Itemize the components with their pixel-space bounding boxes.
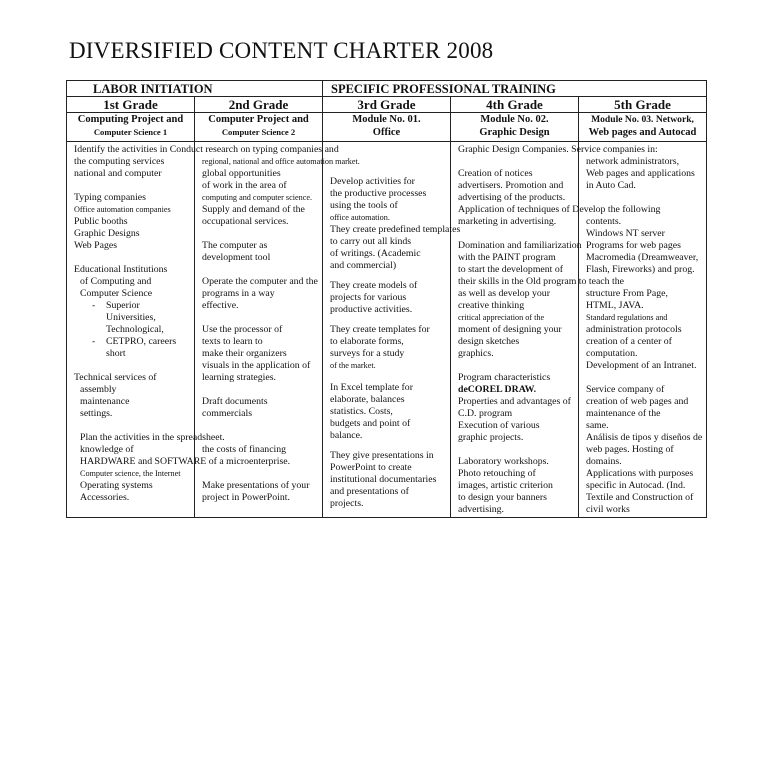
grade-3-text-line: office automation. <box>330 213 390 222</box>
grade-1-text-line: Universities, <box>106 312 156 323</box>
grade-5-text-line: same. <box>586 420 609 431</box>
grade-5-text-line: contents. <box>586 216 622 227</box>
grade-1-text-line: assembly <box>80 384 117 395</box>
grade-4-text-line: advertising of the products. <box>458 192 566 203</box>
grade-2-text-line: commercials <box>202 408 253 419</box>
module-2-line2: Computer Science 2 <box>221 127 296 137</box>
grade-4-text-line: their skills in the Old program to teach the <box>458 276 624 287</box>
grade-3-text-line: They create templates for <box>330 324 430 335</box>
grade-5-text-line: creation of a center of <box>586 336 672 347</box>
grade-5-text-line: specific in Autocad. (Ind. <box>586 480 686 491</box>
grade-4-text-line: Application of techniques of Develop the following <box>458 204 661 215</box>
grade-5-text-line: domains. <box>586 456 622 467</box>
grade-3-text-line: productive activities. <box>330 304 413 315</box>
grade-2-text-line: Supply and demand of the <box>202 204 305 215</box>
grade-5-text-line: Standard regulations and <box>586 313 668 322</box>
grade-2-text-line: project in PowerPoint. <box>202 492 290 503</box>
grade-4-text-line: Photo retouching of <box>458 468 536 479</box>
grade-1-text-line: Superior <box>106 300 140 311</box>
grade-5-text-line: civil works <box>586 504 630 515</box>
grade-5-text-line: in Auto Cad. <box>586 180 636 191</box>
grade-1-text-line: HARDWARE and SOFTWARE of a microenterprise. <box>80 456 291 467</box>
grade-5-text-line: Análisis de tipos y diseños de <box>586 432 703 443</box>
module-4-line2: Graphic Design <box>479 127 550 138</box>
grade-4-text-line: marketing in advertising. <box>458 216 557 227</box>
grade-2-text-line: occupational services. <box>202 216 289 227</box>
grade-3-content <box>323 142 461 518</box>
grade-1-text-line: - <box>92 336 96 347</box>
grade-2-text-line: computing and computer science. <box>202 193 313 202</box>
grade-2-text-line: programs in a way <box>202 288 275 299</box>
grade-5-header: 5th Grade <box>579 97 707 113</box>
grade-4-text-line: advertising. <box>458 504 504 515</box>
grade-3-text-line: They give presentations in <box>330 450 434 461</box>
grade-3-text-line: to carry out all kinds <box>330 236 412 247</box>
grade-1-text-line: Office automation companies <box>74 205 171 214</box>
grade-5-text-line: creation of web pages and <box>586 396 689 407</box>
section-labor-initiation: LABOR INITIATION <box>67 81 323 97</box>
grade-1-text-line: short <box>106 348 126 359</box>
grade-1-text-line: Public booths <box>74 216 128 227</box>
grade-1-text-line: Identify the activities in Conduct research on typing companies and <box>74 144 339 155</box>
grade-1-text-line: Graphic Designs <box>74 228 140 239</box>
module-3-line1: Module No. 01. <box>352 114 421 125</box>
grade-5-text-line: Applications with purposes <box>586 468 694 479</box>
module-1-line2: Computer Science 1 <box>93 127 168 137</box>
grade-4-text-line: C.D. program <box>458 408 513 419</box>
page-title: DIVERSIFIED CONTENT CHARTER 2008 <box>69 38 494 63</box>
grade-3-text-line: surveys for a study <box>330 348 405 359</box>
grade-4-text-line: to design your banners <box>458 492 547 503</box>
grade-3-text-line: the productive processes <box>330 188 427 199</box>
grade-3-text-line: of the market. <box>330 361 376 370</box>
grade-5-text-line: HTML, JAVA. <box>586 300 644 311</box>
grade-3-text-line: In Excel template for <box>330 382 413 393</box>
grade-4-text-line: with the PAINT program <box>458 252 556 263</box>
grade-4-text-line: Creation of notices <box>458 168 533 179</box>
module-4-header <box>451 113 579 142</box>
grade-4-text-line: Properties and advantages of <box>458 396 571 407</box>
module-header-row <box>67 113 707 142</box>
grade-1-text-line: Technological, <box>106 324 164 335</box>
grade-2-text-line: texts to learn to <box>202 336 263 347</box>
grade-1-text-line: maintenance <box>80 396 130 407</box>
grade-1-text-line: national and computer <box>74 168 162 179</box>
grade-2-header: 2nd Grade <box>195 97 323 113</box>
grade-3-text-line: projects. <box>330 498 364 509</box>
grade-3-text-line: and presentations of <box>330 486 409 497</box>
grade-2-text-line: visuals in the application of <box>202 360 311 371</box>
grade-2-text-line: Make presentations of your <box>202 480 310 491</box>
grade-4-text-line: Execution of various <box>458 420 540 431</box>
grade-1-text-line: the computing services <box>74 156 165 167</box>
grade-4-text-line: design sketches <box>458 336 520 347</box>
grade-2-text-line: Use the processor of <box>202 324 283 335</box>
grade-3-text-line: statistics. Costs, <box>330 406 393 417</box>
grade-5-text-line: Flash, Fireworks) and prog. <box>586 264 695 275</box>
grade-2-text-line: learning strategies. <box>202 372 276 383</box>
grade-1-text-line: knowledge of <box>80 444 134 455</box>
grade-3-header: 3rd Grade <box>323 97 451 113</box>
grade-4-text-line: to start the development of <box>458 264 564 275</box>
grade-1-header: 1st Grade <box>67 97 195 113</box>
grade-3-text-line: institutional documentaries <box>330 474 437 485</box>
grade-5-text-line: Web pages and applications <box>586 168 695 179</box>
grade-1-text-line: of Computing and <box>80 276 152 287</box>
grade-4-text-line: graphic projects. <box>458 432 524 443</box>
grade-4-header: 4th Grade <box>451 97 579 113</box>
grade-1-text-line: settings. <box>80 408 113 419</box>
grade-3-text-line: They create models of <box>330 280 418 291</box>
grade-2-text-line: the costs of financing <box>202 444 287 455</box>
grade-header-row <box>67 97 707 113</box>
grade-5-text-line: structure From Page, <box>586 288 668 299</box>
grade-4-text-line: images, artistic criterion <box>458 480 553 491</box>
grade-1-text-line: Operating systems <box>80 480 153 491</box>
grade-5-text-line: web pages. Hosting of <box>586 444 674 455</box>
grade-3-text-line: They create predefined templates <box>330 224 461 235</box>
grade-1-text-line: - <box>92 300 96 311</box>
module-5-line1: Module No. 03. Network, <box>591 114 694 125</box>
grade-3-text-line: projects for various <box>330 292 407 303</box>
grade-4-text-line: moment of designing your <box>458 324 562 335</box>
grade-5-text-line: network administrators, <box>586 156 680 167</box>
section-header-row <box>67 81 707 97</box>
content-row <box>67 142 707 518</box>
grade-2-text-line: Draft documents <box>202 396 268 407</box>
grade-2-text-line: global opportunities <box>202 168 281 179</box>
grade-4-text-line: graphics. <box>458 348 494 359</box>
grade-5-text-line: Programs for web pages <box>586 240 681 251</box>
grade-5-text-line: maintenance of the <box>586 408 661 419</box>
grade-3-text-line: using the tools of <box>330 200 398 211</box>
grade-3-text-line: Develop activities for <box>330 176 415 187</box>
grade-5-text-line: Service company of <box>586 384 665 395</box>
grade-2-text-line: regional, national and office automation market. <box>202 157 360 166</box>
grade-4-text-line: Graphic Design Companies. Service companies in: <box>458 144 658 155</box>
grade-2-text-line: development tool <box>202 252 271 263</box>
grade-5-text-line: Textile and Construction of <box>586 492 694 503</box>
grade-1-text-line: Plan the activities in the spreadsheet. <box>80 432 225 443</box>
grade-3-text-line: to elaborate forms, <box>330 336 404 347</box>
grade-4-text-line: as well as develop your <box>458 288 550 299</box>
grade-5-text-line: computation. <box>586 348 638 359</box>
grade-2-text-line: of work in the area of <box>202 180 287 191</box>
grade-2-text-line: effective. <box>202 300 239 311</box>
grade-3-text-line: of writings. (Academic <box>330 248 421 259</box>
grade-4-text-line: Laboratory workshops. <box>458 456 549 467</box>
section-professional-training: SPECIFIC PROFESSIONAL TRAINING <box>323 81 707 97</box>
grade-4-text-line: Program characteristics <box>458 372 551 383</box>
module-1-header <box>67 113 195 142</box>
grade-1-text-line: Web Pages <box>74 240 118 251</box>
module-5-header <box>579 113 707 142</box>
grade-1-text-line: Computer science, the Internet <box>80 469 181 478</box>
grade-3-text-line: balance. <box>330 430 363 441</box>
grade-4-text-line: deCOREL DRAW. <box>458 384 537 395</box>
grade-1-text-line: Computer Science <box>80 288 153 299</box>
grade-5-content <box>579 142 707 518</box>
module-5-line2: Web pages and Autocad <box>588 127 697 138</box>
grade-4-text-line: critical appreciation of the <box>458 313 545 322</box>
grade-5-text-line: administration protocols <box>586 324 682 335</box>
module-2-line1: Computer Project and <box>208 114 309 125</box>
grade-5-text-line: Macromedia (Dreamweaver, <box>586 252 699 263</box>
grade-4-text-line: advertisers. Promotion and <box>458 180 564 191</box>
grade-1-text-line: Technical services of <box>74 372 157 383</box>
module-3-line2: Office <box>372 127 401 138</box>
grade-2-text-line: The computer as <box>202 240 268 251</box>
grade-4-text-line: Domination and familiarization <box>458 240 582 251</box>
module-4-line1: Module No. 02. <box>480 114 549 125</box>
module-3-header <box>323 113 451 142</box>
grade-5-text-line: Development of an Intranet. <box>586 360 697 371</box>
module-2-header <box>195 113 323 142</box>
grade-3-text-line: elaborate, balances <box>330 394 405 405</box>
grade-3-text-line: budgets and point of <box>330 418 411 429</box>
grade-1-text-line: CETPRO, careers <box>106 336 177 347</box>
grade-2-text-line: Operate the computer and the <box>202 276 318 287</box>
grade-5-text-line: Windows NT server <box>586 228 665 239</box>
charter-table <box>66 80 707 518</box>
grade-1-text-line: Educational Institutions <box>74 264 168 275</box>
module-1-line1: Computing Project and <box>77 114 184 125</box>
grade-4-text-line: creative thinking <box>458 300 525 311</box>
grade-3-text-line: and commercial) <box>330 260 397 271</box>
grade-3-text-line: PowerPoint to create <box>330 462 412 473</box>
grade-1-text-line: Accessories. <box>80 492 130 503</box>
grade-2-text-line: make their organizers <box>202 348 287 359</box>
grade-1-text-line: Typing companies <box>74 192 146 203</box>
